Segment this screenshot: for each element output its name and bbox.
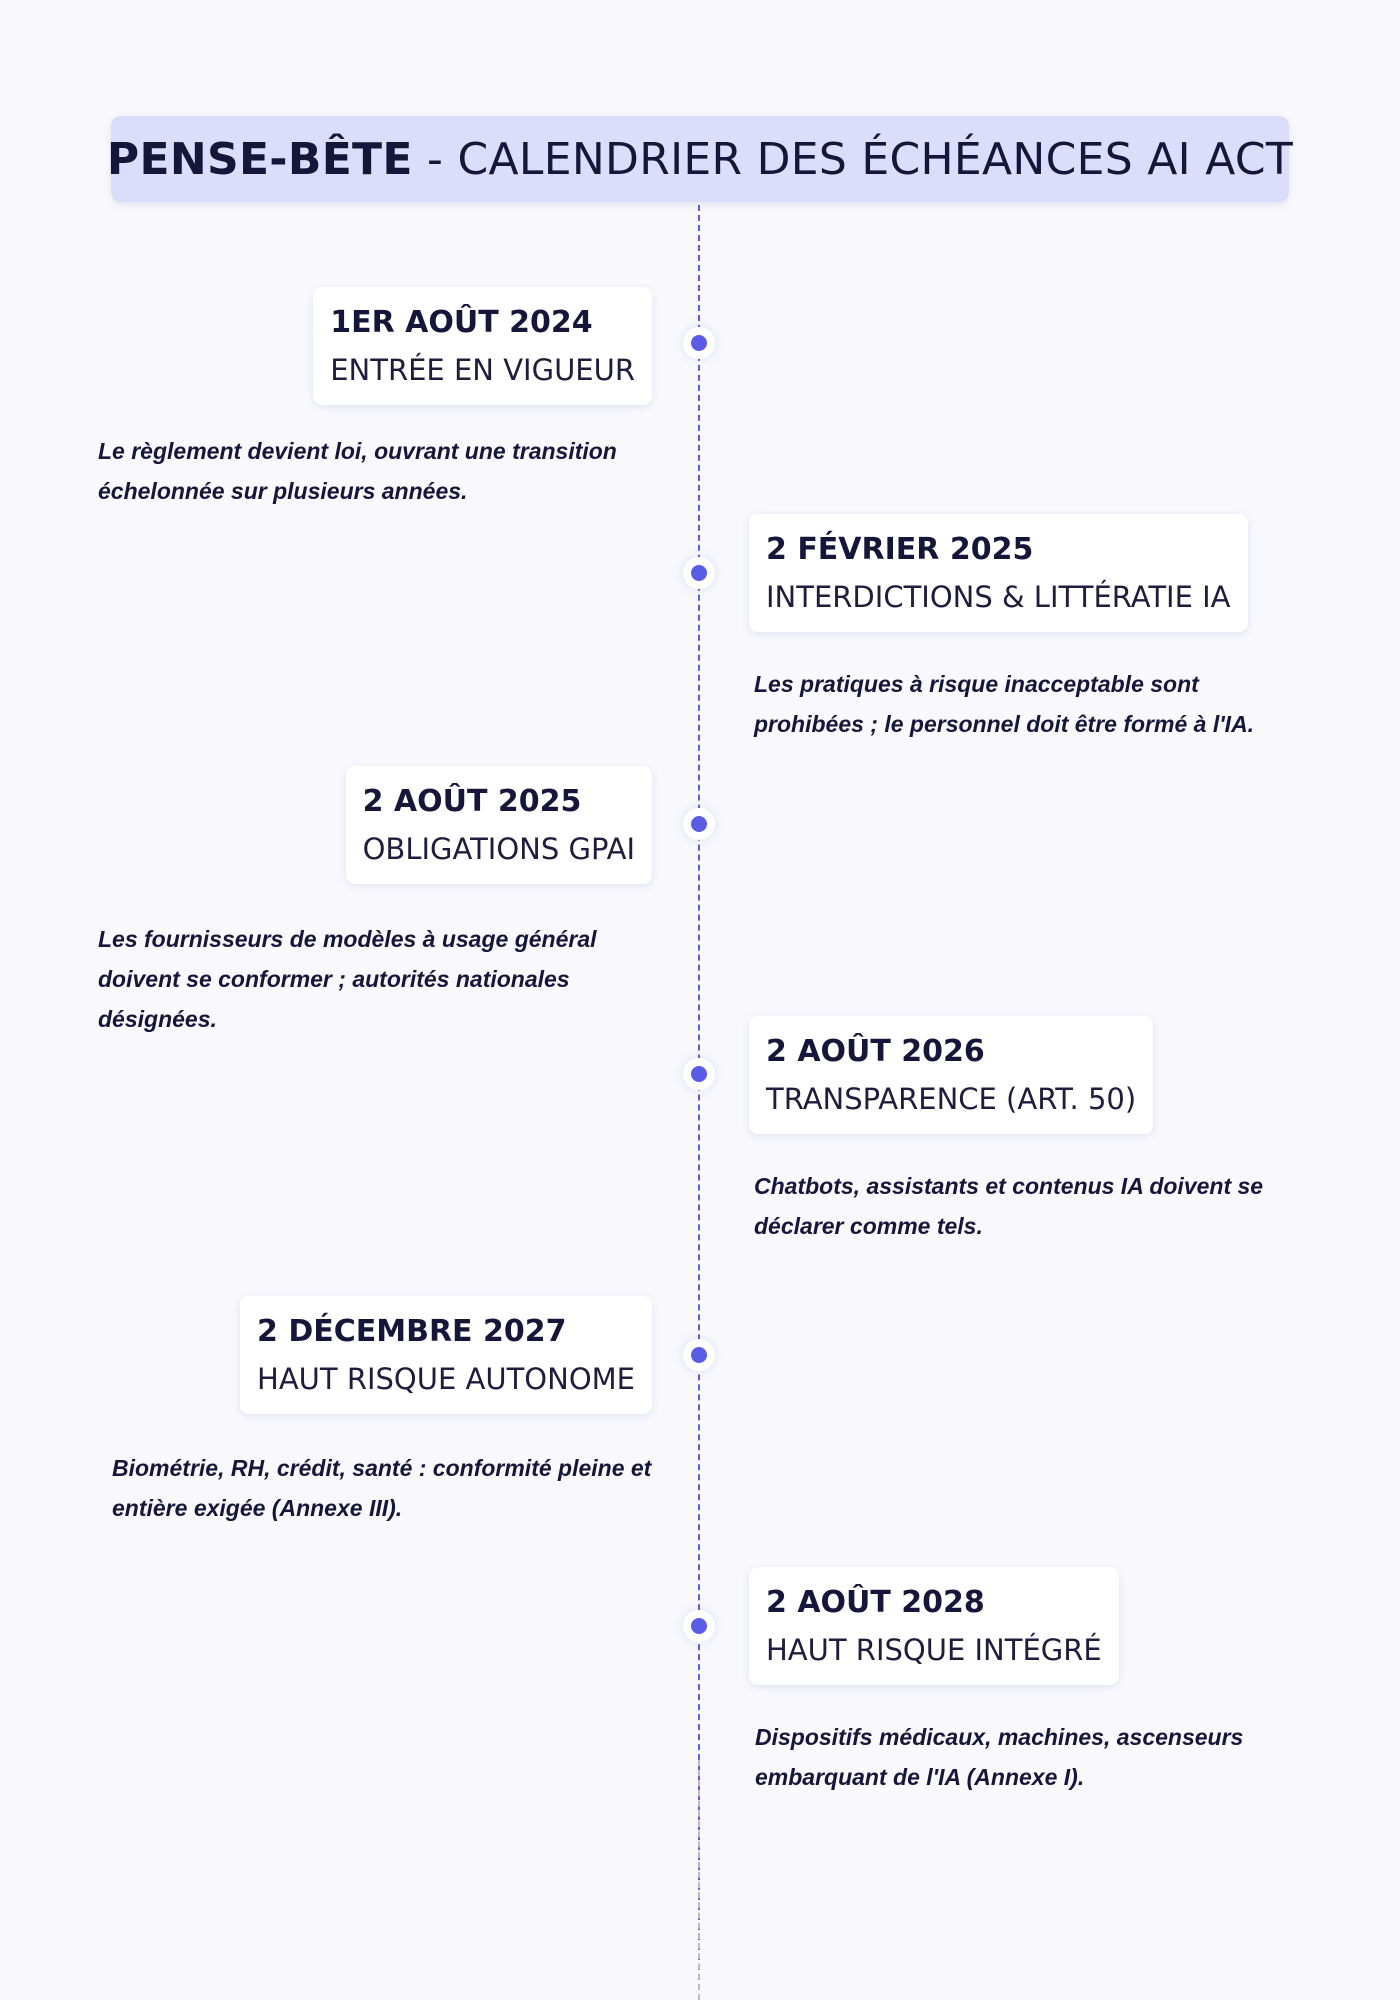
milestone-title: OBLIGATIONS GPAI — [362, 832, 635, 866]
milestone-description: Les fournisseurs de modèles à usage général doivent se conformer ; autorités nationales désignées. — [98, 926, 597, 1032]
milestone-title: HAUT RISQUE AUTONOME — [257, 1362, 635, 1396]
page-title-bold: PENSE-BÊTE — [106, 133, 413, 185]
milestone-date: 2 AOÛT 2026 — [766, 1034, 985, 1069]
page-title — [106, 116, 1294, 202]
milestone-description: Les pratiques à risque inacceptable sont prohibées ; le personnel doit être formé à l'IA. — [754, 671, 1255, 737]
timeline-dot — [691, 1347, 707, 1363]
milestone-title: INTERDICTIONS & LITTÉRATIE IA — [766, 580, 1231, 614]
milestone-card-2026-08 — [749, 1016, 1153, 1134]
timeline-line — [698, 205, 700, 2000]
milestone-description: Le règlement devient loi, ouvrant une transition échelonnée sur plusieurs années. — [98, 438, 617, 504]
milestone-card-2025-02 — [749, 514, 1248, 632]
page-title-rest: - CALENDRIER DES ÉCHÉANCES AI ACT — [412, 133, 1294, 185]
milestone-card-2027-12 — [240, 1296, 652, 1414]
timeline-dot — [691, 1066, 707, 1082]
milestone-date: 2 AOÛT 2025 — [362, 784, 582, 819]
timeline-line-end — [698, 1760, 700, 2000]
milestone-title: TRANSPARENCE (ART. 50) — [766, 1082, 1137, 1116]
milestone-date: 2 AOÛT 2028 — [766, 1585, 985, 1620]
milestone-title: HAUT RISQUE INTÉGRÉ — [766, 1633, 1102, 1667]
milestone-date: 2 DÉCEMBRE 2027 — [257, 1314, 567, 1349]
timeline-dot — [691, 565, 707, 581]
timeline-dot — [691, 816, 707, 832]
milestone-card-2028-08 — [749, 1567, 1119, 1685]
milestone-card-2025-08 — [346, 766, 652, 884]
milestone-date: 2 FÉVRIER 2025 — [766, 532, 1034, 567]
milestone-date: 1ER AOÛT 2024 — [330, 305, 593, 340]
milestone-title: ENTRÉE EN VIGUEUR — [330, 353, 635, 387]
milestone-description: Dispositifs médicaux, machines, ascenseurs embarquant de l'IA (Annexe I). — [755, 1724, 1244, 1790]
timeline-dot — [691, 1618, 707, 1634]
timeline-dot — [691, 335, 707, 351]
milestone-description: Biométrie, RH, crédit, santé : conformité pleine et entière exigée (Annexe III). — [112, 1455, 652, 1521]
milestone-description: Chatbots, assistants et contenus IA doivent se déclarer comme tels. — [754, 1173, 1264, 1239]
milestone-card-2024-08 — [313, 287, 652, 405]
